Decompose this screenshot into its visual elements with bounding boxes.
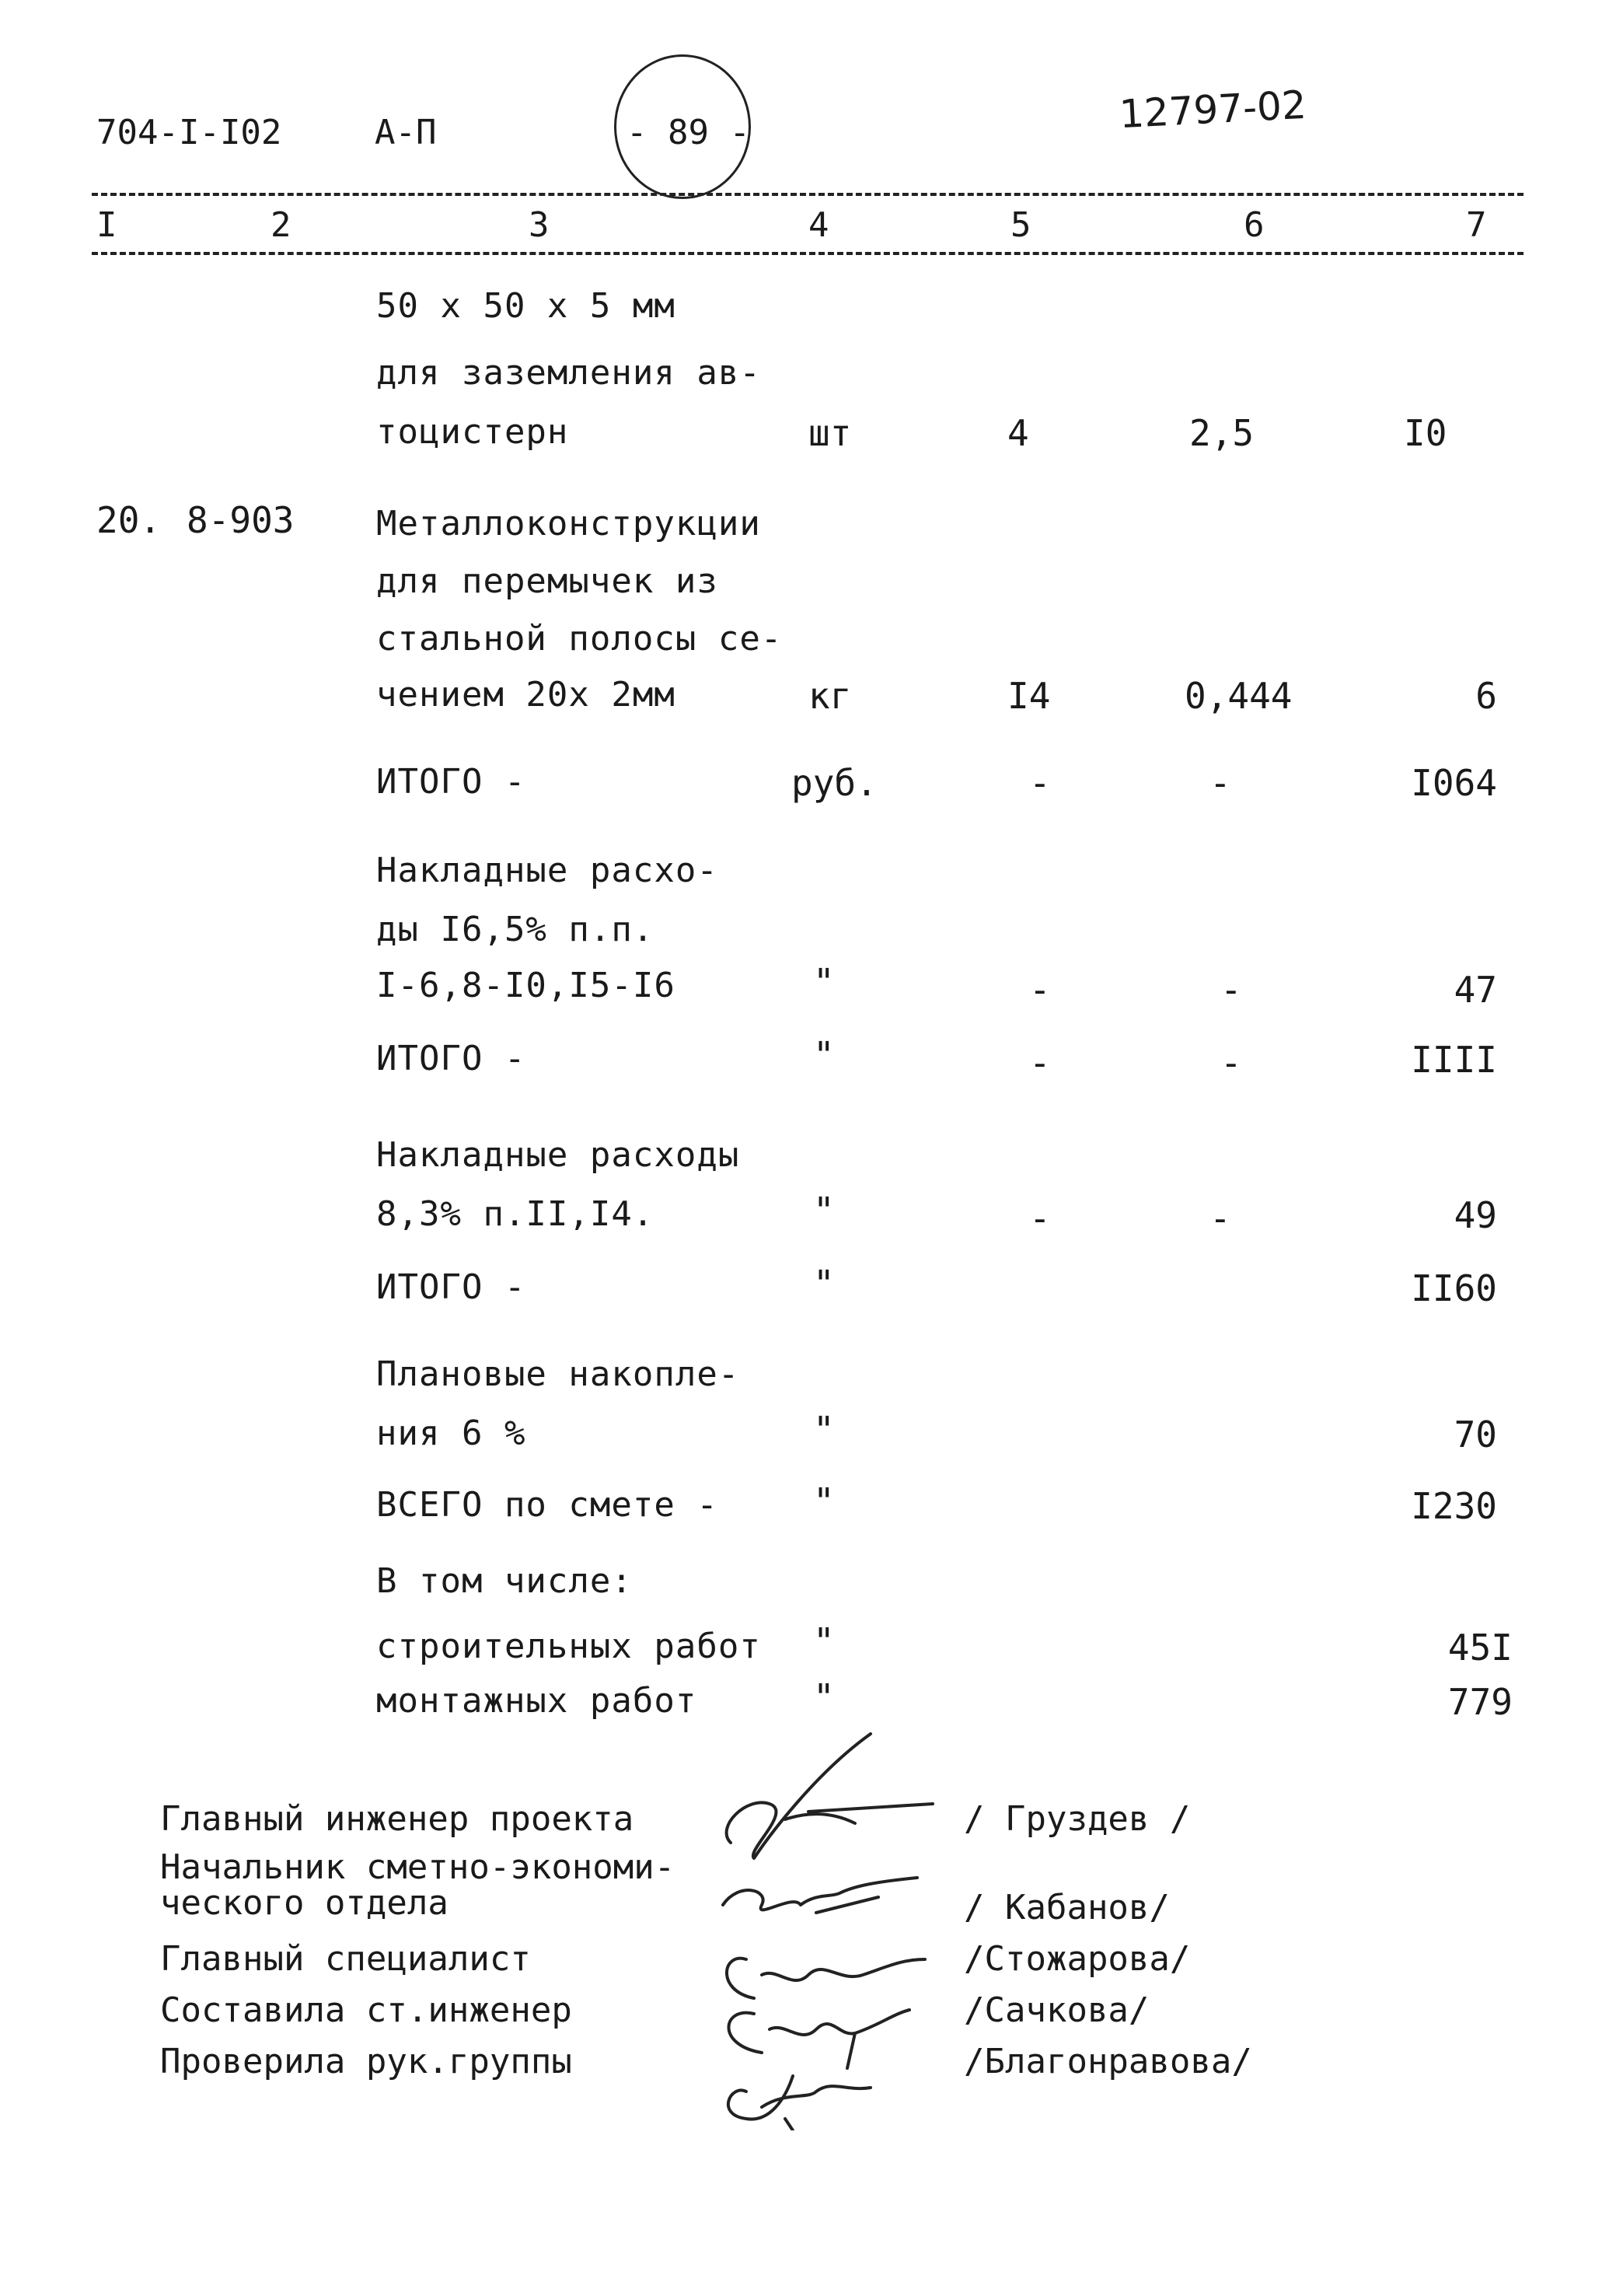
dashed-rule-top [92, 193, 1524, 196]
overhead-1-price: - [1220, 969, 1242, 1011]
column-header-5: 5 [1010, 205, 1031, 245]
row1-desc-line1: 50 х 50 х 5 мм [376, 286, 675, 326]
signer-role-chief-specialist: Главный специалист [160, 1939, 531, 1979]
signer-name-sachkova: /Сачкова/ [964, 1990, 1150, 2030]
row2-desc-line1: Металлоконструкции [376, 504, 761, 543]
subtotal-3-unit: " [813, 1263, 835, 1305]
row1-price: 2,5 [1189, 412, 1255, 454]
overhead-1-qty: - [1029, 969, 1051, 1011]
installation-works-label: монтажных работ [376, 1681, 697, 1721]
overhead-1-line2: ды I6,5% п.п. [376, 910, 654, 949]
row1-qty: 4 [1007, 412, 1029, 454]
row2-desc-line2: для перемычек из [376, 561, 718, 601]
row1-desc-line2: для заземления ав- [376, 353, 761, 393]
planned-savings-total: 70 [1454, 1414, 1497, 1456]
row2-number: 20. [96, 499, 162, 541]
subtotal-1-unit: руб. [791, 762, 878, 804]
column-header-3: 3 [529, 205, 550, 245]
overhead-1-total: 47 [1454, 969, 1497, 1011]
row2-total: 6 [1475, 675, 1497, 717]
column-header-7: 7 [1466, 205, 1487, 245]
signer-name-kabanov: / Кабанов/ [964, 1888, 1170, 1927]
overhead-2-line1: Накладные расходы [376, 1135, 740, 1175]
row2-desc-line4: чением 20х 2мм [376, 675, 675, 715]
subtotal-2-price: - [1220, 1042, 1242, 1084]
installation-works-unit: " [813, 1676, 835, 1718]
page-number: - 89 - [627, 113, 750, 152]
row1-total: I0 [1404, 412, 1447, 454]
row2-code: 8-903 [187, 499, 295, 541]
subtotal-3-total: II60 [1411, 1267, 1497, 1309]
subtotal-2-total: IIII [1411, 1039, 1497, 1081]
row2-price: 0,444 [1185, 675, 1293, 717]
sheet-label: А-П [375, 113, 437, 152]
construction-works-total: 45I [1447, 1627, 1513, 1669]
signer-name-blagonravova: /Благонравова/ [964, 2042, 1252, 2081]
row1-unit: шт [808, 412, 852, 454]
construction-works-label: строительных работ [376, 1627, 761, 1666]
column-header-2: 2 [270, 205, 291, 245]
subtotal-1-price: - [1209, 762, 1231, 804]
subtotal-1-qty: - [1029, 762, 1051, 804]
subtotal-2-label: ИТОГО - [376, 1039, 526, 1078]
signer-name-gruzdev: / Груздев / [964, 1799, 1191, 1839]
subtotal-2-qty: - [1029, 1042, 1051, 1084]
overhead-1-line1: Накладные расхо- [376, 851, 718, 890]
signer-name-stozharova: /Стожарова/ [964, 1939, 1191, 1979]
row1-desc-line3: тоцистерн [376, 412, 569, 452]
planned-savings-unit: " [813, 1409, 835, 1451]
subtotal-3-label: ИТОГО - [376, 1267, 526, 1307]
grand-total-label: ВСЕГО по смете - [376, 1485, 718, 1525]
overhead-2-qty: - [1029, 1197, 1051, 1239]
handwritten-number: 12797-02 [1118, 82, 1308, 138]
signer-role-chief-engineer: Главный инженер проекта [160, 1799, 634, 1839]
subtotal-1-label: ИТОГО - [376, 762, 526, 802]
subtotal-1-total: I064 [1411, 762, 1497, 804]
grand-total-value: I230 [1411, 1485, 1497, 1527]
dashed-rule-bottom [92, 252, 1524, 255]
planned-savings-line2: ния 6 % [376, 1414, 526, 1453]
column-header-1: I [96, 205, 117, 245]
subtotal-2-unit: " [813, 1034, 835, 1076]
row2-desc-line3: стальной полосы се- [376, 619, 783, 659]
overhead-1-line3: I-6,8-I0,I5-I6 [376, 966, 675, 1005]
installation-works-total: 779 [1447, 1681, 1513, 1723]
overhead-2-line2: 8,3% п.II,I4. [376, 1194, 654, 1234]
planned-savings-line1: Плановые накопле- [376, 1354, 740, 1394]
including-label: В том числе: [376, 1561, 633, 1601]
handwritten-signatures-graphic [700, 1726, 979, 2130]
overhead-1-unit: " [813, 961, 835, 1003]
overhead-2-price: - [1209, 1197, 1231, 1239]
overhead-2-total: 49 [1454, 1194, 1497, 1236]
row2-unit: кг [808, 675, 852, 717]
document-code: 704-I-I02 [96, 113, 282, 152]
signer-role-head-dept-line2: ческого отдела [160, 1883, 449, 1923]
construction-works-unit: " [813, 1620, 835, 1662]
row2-qty: I4 [1007, 675, 1051, 717]
signer-role-checker: Проверила рук.группы [160, 2042, 572, 2081]
signer-role-compiler: Составила ст.инженер [160, 1990, 572, 2030]
column-header-4: 4 [808, 205, 829, 245]
column-header-6: 6 [1244, 205, 1265, 245]
overhead-2-unit: " [813, 1190, 835, 1232]
grand-total-unit: " [813, 1480, 835, 1522]
signer-role-head-dept-line1: Начальник сметно-экономи- [160, 1847, 675, 1887]
